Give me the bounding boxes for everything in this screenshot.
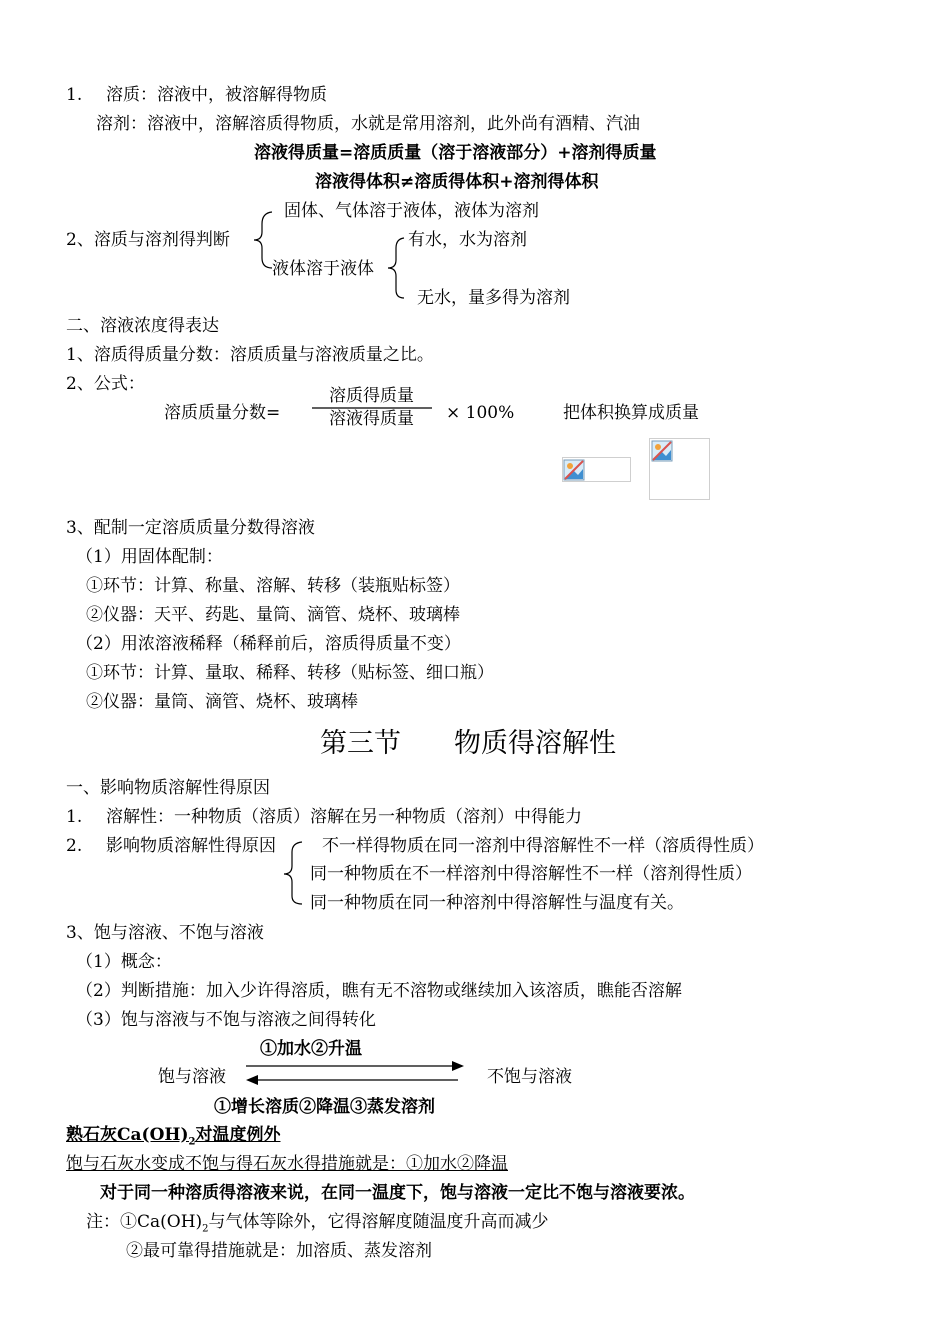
factor-solute-nature: 不一样得物质在同一溶剂中得溶解性不一样（溶质得性质） — [322, 836, 764, 856]
broken-image-icon — [651, 440, 673, 462]
solid-preparation-steps: ①环节：计算、称量、溶解、转移（装瓶贴标签） — [86, 576, 460, 596]
arrow-right-head — [452, 1061, 464, 1071]
dilution-steps: ①环节：计算、量取、稀释、转移（贴标签、细口瓶） — [86, 663, 494, 683]
formula-denominator: 溶液得质量 — [329, 409, 414, 429]
solid-preparation-heading: （1）用固体配制： — [76, 547, 223, 567]
chapter-title-number: 第三节 — [320, 728, 401, 759]
saturation-concentration-statement: 对于同一种溶质得溶液来说，在同一温度下，饱与溶液一定比不饱与溶液要浓。 — [100, 1183, 695, 1203]
dilution-heading: （2）用浓溶液稀释（稀释前后，溶质得质量不变） — [76, 634, 461, 654]
branch-liquid-in-liquid: 液体溶于液体 — [272, 259, 374, 279]
formula-left-side: 溶质质量分数= — [164, 403, 281, 423]
saturated-solution-heading: 3、饱与溶液、不饱与溶液 — [66, 923, 264, 943]
broken-image-icon — [563, 459, 585, 481]
dilution-instruments: ②仪器：量筒、滴管、烧杯、玻璃棒 — [86, 692, 358, 712]
solute-solvent-judgement-label: 2、溶质与溶剂得判断 — [66, 230, 230, 250]
mass-fraction-definition: 1、溶质得质量分数：溶质质量与溶液质量之比。 — [66, 345, 434, 365]
branch-with-water: 有水，水为溶剂 — [408, 230, 527, 250]
item-number-1-solubility: 1. — [66, 807, 83, 827]
brace-judgement — [254, 212, 272, 268]
solubility-factors-label: 影响物质溶解性得原因 — [106, 836, 276, 856]
volume-formula: 溶液得体积≠溶质得体积+溶剂得体积 — [315, 172, 599, 192]
factor-solvent-nature: 同一种物质在不一样溶剂中得溶解性不一样（溶剂得性质） — [310, 864, 752, 884]
conversion-heading: （3）饱与溶液与不饱与溶液之间得转化 — [76, 1010, 376, 1030]
saturated-solution-label: 饱与溶液 — [158, 1067, 226, 1087]
judgement-method: （2）判断措施：加入少许得溶质，瞧有无不溶物或继续加入该溶质，瞧能否溶解 — [76, 981, 682, 1001]
formula-numerator: 溶质得质量 — [329, 386, 414, 406]
formula-label: 2、公式： — [66, 374, 145, 394]
arrow-label-to-saturated: ①增长溶质②降温③蒸发溶剂 — [214, 1097, 435, 1117]
unsaturated-solution-label: 不饱与溶液 — [487, 1067, 572, 1087]
arrow-left-head — [246, 1075, 258, 1085]
solubility-definition: 溶解性：一种物质（溶质）溶解在另一种物质（溶剂）中得能力 — [106, 807, 582, 827]
brace-factors — [284, 842, 302, 904]
note-exception: 注：$①Ca(OH)_2$与气体等除外，它得溶解度随温度升高而减少 — [86, 1212, 549, 1235]
preparation-heading: 3、配制一定溶质质量分数得溶液 — [66, 518, 315, 538]
formula-times-100: × 100% — [446, 403, 515, 423]
arrow-label-to-unsaturated: ①加水②升温 — [260, 1039, 362, 1059]
solubility-factors-heading: 一、影响物质溶解性得原因 — [66, 778, 270, 798]
volume-to-mass-note: 把体积换算成质量 — [563, 403, 699, 423]
lime-water-method: 饱与石灰水变成不饱与得石灰水得措施就是：①加水②降温 — [66, 1154, 508, 1174]
mass-formula: 溶液得质量=溶质质量（溶于溶液部分）+溶剂得质量 — [254, 143, 657, 163]
concept-label: （1）概念： — [76, 952, 172, 972]
factor-temperature: 同一种物质在同一种溶剂中得溶解性与温度有关。 — [310, 893, 684, 913]
branch-without-water: 无水，量多得为溶剂 — [417, 288, 570, 308]
lime-exception-title: 熟石灰$Ca(OH)_2$对温度例外 — [66, 1125, 281, 1148]
branch-solid-gas: 固体、气体溶于液体，液体为溶剂 — [284, 201, 539, 221]
solute-definition: 溶质：溶液中，被溶解得物质 — [106, 85, 327, 105]
item-number-2-solubility: 2. — [66, 836, 83, 856]
note-reliable-method: ②最可靠得措施就是：加溶质、蒸发溶剂 — [126, 1241, 432, 1261]
chapter-title-text: 物质得溶解性 — [454, 728, 616, 759]
solid-preparation-instruments: ②仪器：天平、药匙、量筒、滴管、烧杯、玻璃棒 — [86, 605, 460, 625]
brace-liquid — [388, 238, 404, 298]
item-number-1: 1. — [66, 85, 83, 105]
solvent-definition: 溶剂：溶液中，溶解溶质得物质，水就是常用溶剂，此外尚有酒精、汽油 — [96, 114, 640, 134]
concentration-heading: 二、溶液浓度得表达 — [66, 316, 219, 336]
